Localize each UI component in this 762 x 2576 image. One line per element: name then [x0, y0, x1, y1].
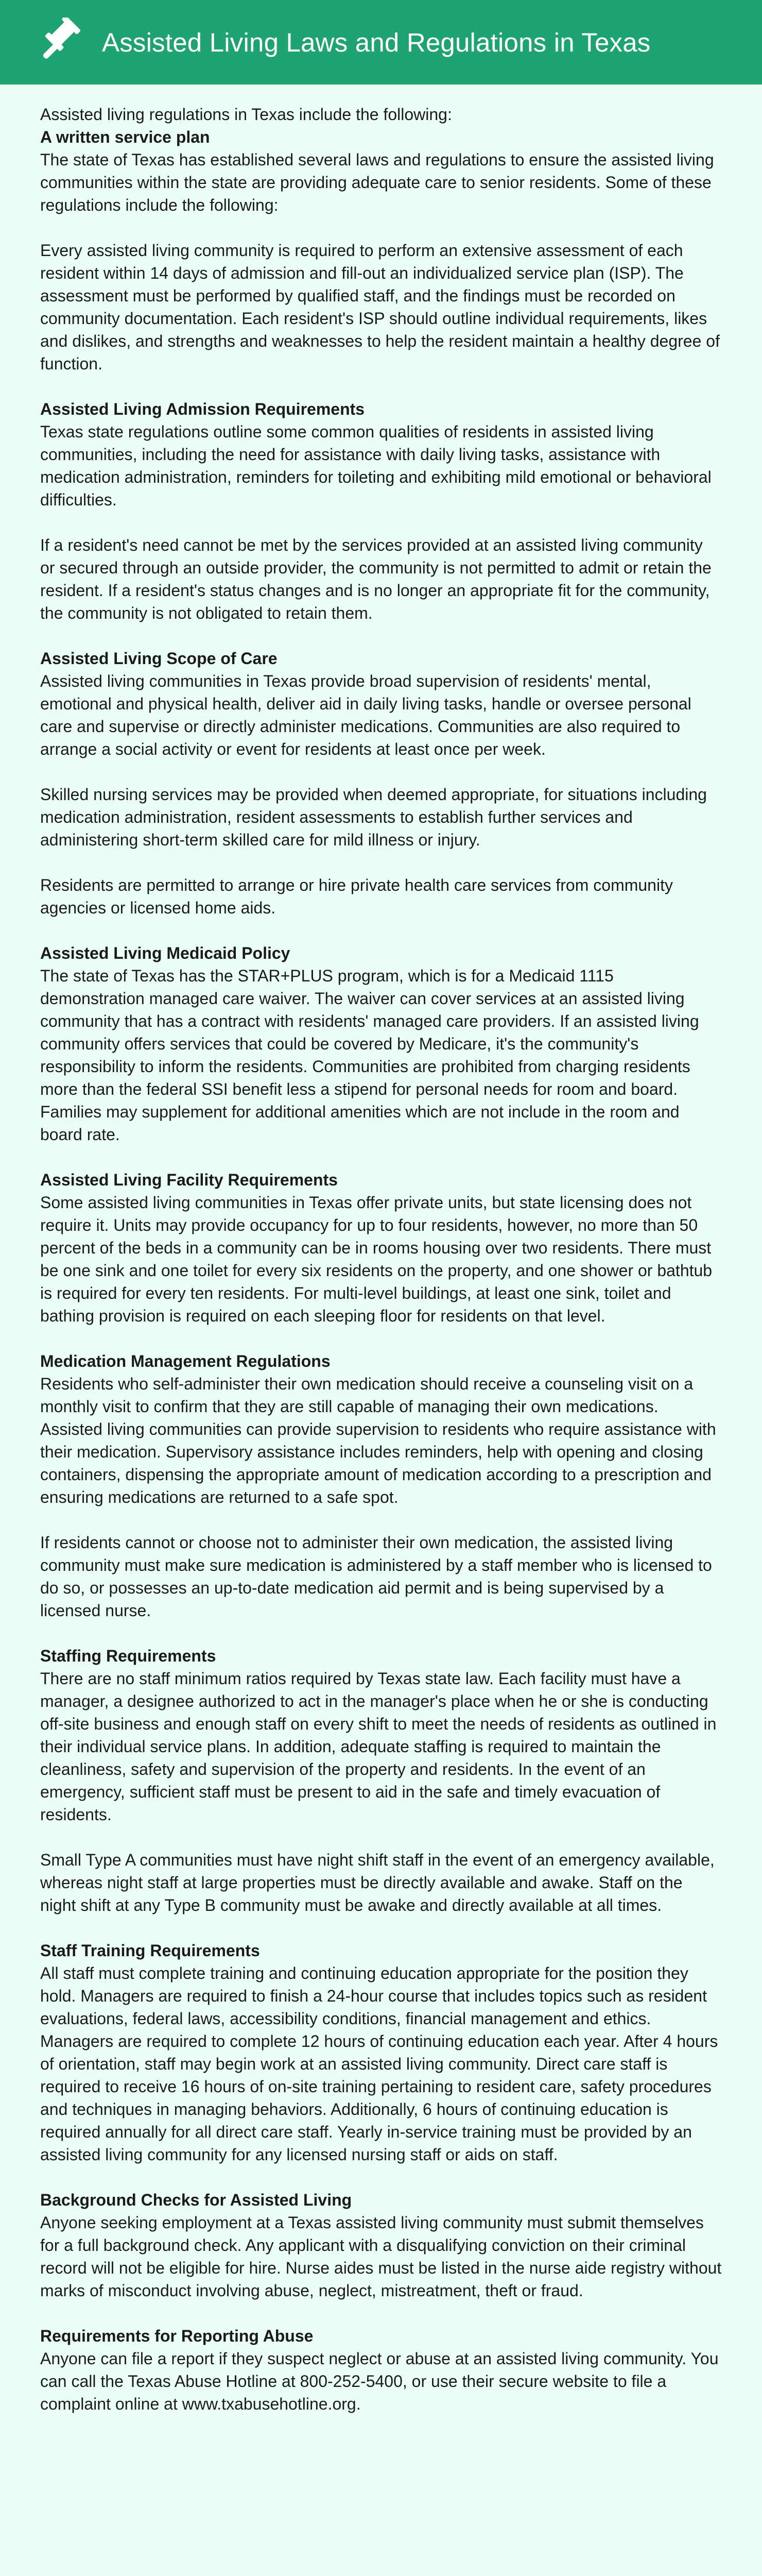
- page-title: Assisted Living Laws and Regulations in Texas: [102, 27, 651, 57]
- section-paragraph: Small Type A communities must have night shift staff in the event of an emergency available, whereas night staff at large properties must be directly available and awake. Staff on the night shift at any Type B community must be awake and directly available at all times.: [40, 1851, 715, 1914]
- section-reporting-abuse: [40, 2325, 722, 2415]
- section-heading: Medication Management Regulations: [40, 1352, 331, 1370]
- section-staffing-requirements: [40, 1645, 722, 1917]
- section-medicaid-policy: [40, 942, 722, 1146]
- section-background-checks: [40, 2189, 722, 2302]
- section-paragraph: Texas state regulations outline some common qualities of residents in assisted living communities, including the need for assistance with daily living tasks, assistance with medication administration, reminders for toileting and exhibiting mild emotional or behavioral difficulties.: [40, 422, 712, 509]
- gavel-icon: [36, 16, 88, 68]
- section-heading: Staffing Requirements: [40, 1647, 216, 1665]
- article-body: [0, 84, 762, 2415]
- section-paragraph: The state of Texas has the STAR+PLUS program, which is for a Medicaid 1115 demonstration managed care waiver. The waiver can cover services at an assisted living community that has a contract with residents' managed care providers. If an assisted living community offers services that could be covered by Medicare, it's the community's responsibility to inform the residents. Communities are prohibited from charging residents more than the federal SSI benefit less a stipend for personal needs for room and board. Families may supplement for additional amenities which are not include in the room and board rate.: [40, 967, 699, 1144]
- section-staff-training: [40, 1939, 722, 2166]
- section-heading: Assisted Living Admission Requirements: [40, 400, 365, 418]
- section-paragraph: Anyone seeking employment at a Texas assisted living community must submit themselves for a full background check. Any applicant with a disqualifying conviction on their criminal record will not be eligible for hire. Nurse aides must be listed in the nurse aide registry without marks of misconduct involving abuse, neglect, mistreatment, theft or fraud.: [40, 2213, 722, 2300]
- section-paragraph: Anyone can file a report if they suspect neglect or abuse at an assisted living community. You can call the Texas Abuse Hotline at 800-252-5400, or use their secure website to file a complaint online at www.txabusehotline.org.: [40, 2349, 719, 2413]
- section-paragraph: Assisted living communities in Texas provide broad supervision of residents' mental, emotional and physical health, deliver aid in daily living tasks, handle or oversee personal care and supervise or directly administer medications. Communities are also required to arrange a social activity or event for residents at least once per week.: [40, 672, 691, 758]
- section-paragraph: Every assisted living community is required to perform an extensive assessment of each resident within 14 days of admission and fill-out an individualized service plan (ISP). The assessment must be performed by qualified staff, and the findings must be recorded on community documentation. Each resident's ISP should outline individual requirements, likes and dislikes, and strengths and weaknesses to help the resident maintain a healthy degree of function.: [40, 241, 720, 373]
- intro-text: Assisted living regulations in Texas include the following:: [40, 105, 452, 124]
- section-heading: Assisted Living Scope of Care: [40, 649, 278, 668]
- section-medication-management: [40, 1350, 722, 1622]
- section-written-service-plan: [40, 126, 722, 375]
- section-scope-of-care: [40, 647, 722, 919]
- page-header: [0, 0, 762, 84]
- section-facility-requirements: [40, 1168, 722, 1327]
- section-paragraph: Residents who self-administer their own medication should receive a counseling visit on a monthly visit to confirm that they are still capable of managing their own medications. Assisted living communities can provide supervision to residents who require assistance with their medication. Supervisory assistance includes reminders, help with opening and closing containers, dispensing the appropriate amount of medication according to a prescription and ensuring medications are returned to a safe spot.: [40, 1375, 716, 1506]
- section-paragraph: The state of Texas has established several laws and regulations to ensure the assisted living communities within the state are providing adequate care to senior residents. Some of these regulations include the following:: [40, 150, 714, 214]
- section-paragraph: Some assisted living communities in Texas offer private units, but state licensing does not require it. Units may provide occupancy for up to four residents, however, no more than 50 percent of the beds in a community can be in rooms housing over two residents. There must be one sink and one toilet for every six residents on the property, and one shower or bathtub is required for every ten residents. For multi-level buildings, at least one sink, toilet and bathing provision is required on each sleeping floor for residents on that level.: [40, 1193, 713, 1325]
- section-paragraph: There are no staff minimum ratios required by Texas state law. Each facility must have a manager, a designee authorized to act in the manager's place when he or she is conducting off-site business and enough staff on every shift to meet the needs of residents as outlined in their individual service plans. In addition, adequate staffing is required to maintain the cleanliness, safety and supervision of the property and residents. In the event of an emergency, sufficient staff must be present to aid in the safe and timely evacuation of residents.: [40, 1669, 717, 1824]
- section-paragraph: If residents cannot or choose not to administer their own medication, the assisted living community must make sure medication is administered by a staff member who is licensed to do so, or possesses an up-to-date medication aid permit and is being supervised by a licensed nurse.: [40, 1533, 712, 1620]
- section-heading: Staff Training Requirements: [40, 1941, 260, 1960]
- section-paragraph: Skilled nursing services may be provided when deemed appropriate, for situations including medication administration, resident assessments to establish further services and administering short-term skilled care for mild illness or injury.: [40, 785, 707, 849]
- section-heading: Assisted Living Medicaid Policy: [40, 944, 290, 962]
- section-paragraph: All staff must complete training and continuing education appropriate for the position they hold. Managers are required to finish a 24-hour course that includes topics such as resident evaluations, federal laws, accessibility conditions, financial management and ethics. Managers are required to complete 12 hours of continuing education each year. After 4 hours of orientation, staff may begin work at an assisted living community. Direct care staff is required to receive 16 hours of on-site training pertaining to resident care, safety procedures and techniques in managing behaviors. Additionally, 6 hours of continuing education is required annually for all direct care staff. Yearly in-service training must be provided by an assisted living community for any licensed nursing staff or aids on staff.: [40, 1964, 718, 2164]
- section-heading: Background Checks for Assisted Living: [40, 2191, 352, 2209]
- section-paragraph: If a resident's need cannot be met by the services provided at an assisted living community or secured through an outside provider, the community is not permitted to admit or retain the resident. If a resident's status changes and is no longer an appropriate fit for the community, the community is not obligated to retain them.: [40, 536, 712, 622]
- section-heading: Assisted Living Facility Requirements: [40, 1171, 338, 1189]
- section-admission-requirements: [40, 398, 722, 624]
- section-paragraph: Residents are permitted to arrange or hire private health care services from community agencies or licensed home aids.: [40, 876, 673, 917]
- section-heading: A written service plan: [40, 128, 210, 146]
- section-heading: Requirements for Reporting Abuse: [40, 2327, 314, 2345]
